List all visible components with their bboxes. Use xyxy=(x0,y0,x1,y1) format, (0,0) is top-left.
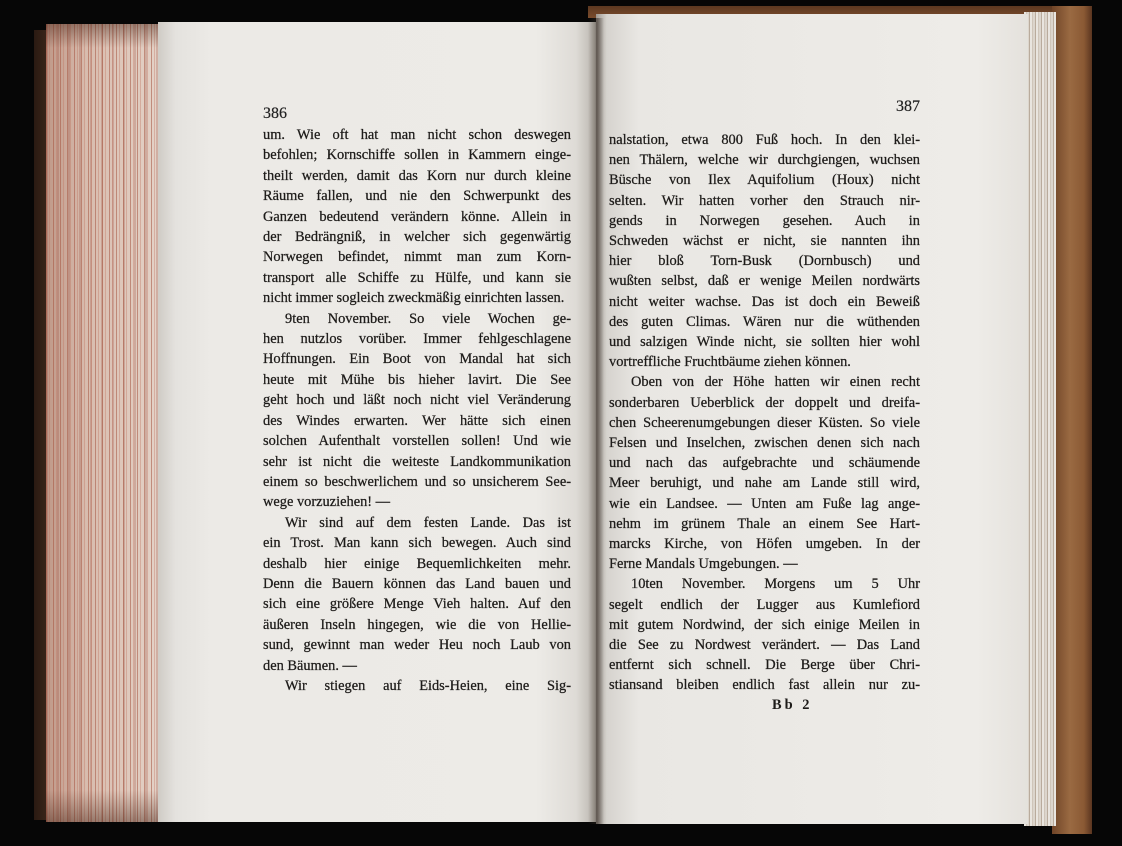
text-line: des Windes erwarten. Wer hätte sich einen xyxy=(263,412,571,429)
text-line: die See zu Nordwest verändert. — Das Land xyxy=(609,637,920,654)
text-line: des guten Climas. Wären nur die wüthenden xyxy=(609,313,920,330)
text-line: nalstation, etwa 800 Fuß hoch. In den klei- xyxy=(609,132,920,148)
text-line: Norwegen befindet, nimmt man zum Korn- xyxy=(263,249,571,266)
right-page xyxy=(596,14,1028,824)
text-line: chen Scheerenumgebungen dieser Küsten. So viele xyxy=(609,414,920,431)
text-line: Wir sind auf dem festen Lande. Das ist xyxy=(285,514,571,531)
text-line: Büsche von Ilex Aquifolium (Houx) nicht xyxy=(609,172,920,189)
text-line: segelt endlich der Lugger aus Kumlefiord xyxy=(609,596,920,613)
paragraph xyxy=(263,125,571,309)
text-line: und nach das aufgebrachte und schäumende xyxy=(609,455,920,472)
text-line: wege vorzuziehen! — xyxy=(263,494,391,511)
text-line: sund, gewinnt man weder Heu noch Laub von xyxy=(263,637,571,654)
text-line: mit gutem Nordwind, der sich einige Meilen in xyxy=(609,616,920,633)
signature-mark: Bb 2 xyxy=(772,697,813,713)
text-line: sehr ist nicht die weiteste Landkommunikation xyxy=(263,453,571,470)
text-line: gends in Norwegen gesehen. Auch in xyxy=(609,212,920,229)
paragraph xyxy=(263,309,571,513)
text-line: 9ten November. So viele Wochen ge- xyxy=(285,310,571,327)
text-line: Meer beruhigt, und nahe am Lande still wird, xyxy=(609,475,920,492)
right-page-text xyxy=(609,130,920,696)
text-line: Felsen und Inselchen, zwischen denen sich nach xyxy=(609,435,920,452)
text-line: einem so beschwerlichem und so unsicherem See- xyxy=(263,473,571,490)
text-line: 10ten November. Morgens um 5 Uhr xyxy=(631,576,920,593)
text-line: nicht immer sogleich zweckmäßig einrichten lassen. xyxy=(263,290,565,307)
text-line: befohlen; Kornschiffe sollen in Kammern einge- xyxy=(263,147,571,164)
text-line: theilt werden, damit das Korn nur durch kleine xyxy=(263,167,571,184)
paragraph xyxy=(263,513,571,676)
text-line: entfernt sich schnell. Die Berge über Chri- xyxy=(609,657,920,674)
text-line: transport alle Schiffe zu Hülfe, und kann sie xyxy=(263,269,571,286)
text-line: Räume fallen, und nie den Schwerpunkt des xyxy=(263,188,571,205)
text-line: sonderbaren Ueberblick der doppelt und dreifa- xyxy=(609,394,920,411)
text-line: marcks Kirche, von Höfen umgeben. In der xyxy=(609,536,920,553)
text-line: deshalb hier einige Bequemlichkeiten mehr. xyxy=(263,555,571,572)
text-line: vortreffliche Fruchtbäume ziehen können. xyxy=(609,354,851,371)
page-edges-left xyxy=(46,24,162,822)
paragraph xyxy=(609,130,920,372)
text-line: stiansand bleiben endlich fast allein nur zu- xyxy=(609,677,920,694)
text-line: Denn die Bauern können das Land bauen und xyxy=(263,575,571,592)
paragraph xyxy=(609,574,920,695)
text-line: solchen Aufenthalt vorstellen sollen! Und wie xyxy=(263,433,571,450)
text-line: hier bloß Torn-Busk (Dornbusch) und xyxy=(609,253,920,270)
text-line: selten. Wir hatten vorher den Strauch nir- xyxy=(609,192,920,209)
text-line: ein Trost. Man kann sich bewegen. Auch sind xyxy=(263,535,571,552)
text-line: geht hoch und läßt noch nicht viel Veränderung xyxy=(263,392,571,409)
paragraph xyxy=(263,676,571,696)
text-line: Oben von der Höhe hatten wir einen recht xyxy=(631,374,920,391)
text-line: um. Wie oft hat man nicht schon deswegen xyxy=(263,127,571,143)
text-line: heute mit Mühe bis hieher lavirt. Die See xyxy=(263,371,571,388)
page-edges-right xyxy=(1024,12,1056,826)
gutter-shadow xyxy=(588,18,604,824)
text-line: wie ein Landsee. — Unten am Fuße lag ange- xyxy=(609,495,920,512)
text-line: Schweden wächst er nicht, sie nannten ihn xyxy=(609,233,920,250)
text-line: sich eine größere Menge Vieh halten. Auf den xyxy=(263,596,571,613)
text-line: wußten selbst, daß er wenige Meilen nordwärts xyxy=(609,273,920,290)
left-page xyxy=(158,22,598,822)
text-line: nicht weiter wachse. Das ist doch ein Beweiß xyxy=(609,293,920,310)
paragraph xyxy=(609,372,920,574)
text-line: und salzigen Winde nicht, sie sollten hier wohl xyxy=(609,334,920,351)
page-number: 386 xyxy=(263,105,287,122)
text-line: Ferne Mandals Umgebungen. — xyxy=(609,556,798,573)
text-line: hen nutzlos vorüber. Immer fehlgeschlagene xyxy=(263,331,571,348)
text-line: äußeren Inseln hingegen, wie die von Hellie- xyxy=(263,616,571,633)
text-line: den Bäumen. — xyxy=(263,657,357,674)
text-line: nen Thälern, welche wir durchgiengen, wuchsen xyxy=(609,152,920,169)
left-page-text xyxy=(263,125,571,696)
text-line: der Bedrängniß, in welcher sich gegenwärtig xyxy=(263,229,571,246)
book-cover-right xyxy=(1052,6,1092,834)
text-line: Wir stiegen auf Eids-Heien, eine Sig- xyxy=(285,677,571,694)
text-line: Hoffnungen. Ein Boot von Mandal hat sich xyxy=(263,351,571,368)
page-number: 387 xyxy=(896,98,920,115)
text-line: nehm im grünem Thale an einem See Hart- xyxy=(609,515,920,532)
text-line: Ganzen bedeutend verändern könne. Allein in xyxy=(263,208,571,225)
